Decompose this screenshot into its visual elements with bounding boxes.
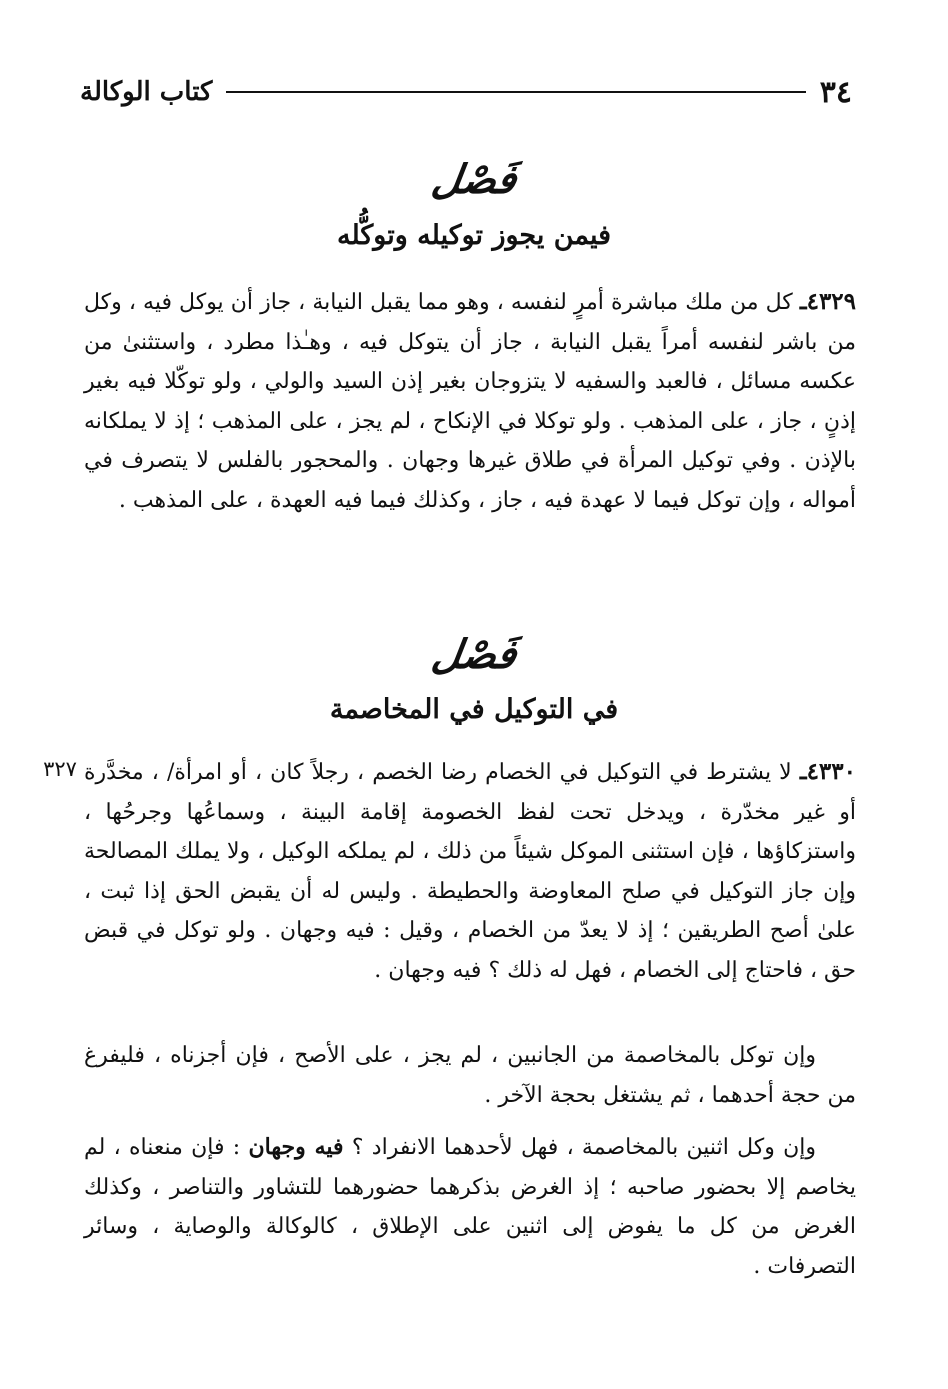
section-ornament-1: فَصْل xyxy=(428,156,520,203)
paragraph-number: ٤٣٣٠ـ xyxy=(799,758,856,785)
paragraph-number: ٤٣٢٩ـ xyxy=(799,288,857,315)
bold-phrase: فيه وجهان xyxy=(248,1134,344,1160)
paragraph-two-agents: وإن وكل اثنين بالمخاصمة ، فهل لأحدهما الانفراد ؟ فيه وجهان : فإن منعناه ، لم يخاصم إلا بحضور صاحبه ؛ إذ الغرض بذكرهما حضورهما للتشاور والتناصر ، وكذلك الغرض من كل ما يفوض إلى اثنين على الإطلاق ، كالوكالة والوصاية ، وسائر التصرفات . xyxy=(84,1134,856,1279)
running-head xyxy=(80,74,852,110)
paragraph-text: كل من ملك مباشرة أمرٍ لنفسه ، وهو مما يقبل النيابة ، جاز أن يوكل فيه ، وكل من باشر لنفسه أمراً يقبل النيابة ، جاز أن يتوكل فيه ، وهـٰذا مطرد ، واستثنىٰ من عكسه مسائل ، فالعبد والسفيه لا يتزوجان بغير إذن السيد والولي ، ولو توكّلا فيه بغير إذنٍ ، جاز ، على المذهب . ولو توكلا في الإنكاح ، لم يجز ، على المذهب ؛ إذ لا يملكانه بالإذن . وفي توكيل المرأة في طلاق غيرها وجهان . والمحجور بالفلس لا يتصرف في أمواله ، وإن توكل فيما لا عهدة فيه ، جاز ، وكذلك فيما فيه العهدة ، على المذهب . xyxy=(84,290,856,513)
margin-page-ref: ٣٢٧ xyxy=(43,757,77,781)
header-rule xyxy=(226,91,805,93)
paragraph-4329 xyxy=(84,282,856,520)
paragraph-text: لا يشترط في التوكيل في الخصام رضا الخصم ، رجلاً كان ، أو امرأة/ ، مخدَّرة أو غير مخدّرة ، ويدخل تحت لفظ الخصومة إقامة البينة ، وسماعُها وجرحُها ، واستزكاؤها ، فإن استثنى الموكل شيئاً من ذلك ، لم يملكه الوكيل ، ولا يملك المصالحة وإن جاز التوكيل في صلح المعاوضة والحطيطة . وليس له أن يقبض الحق إذا ثبت ، علىٰ أصح الطريقين ؛ إذ لا يعدّ من الخصام ، وقيل : فيه وجهان . ولو توكل في قبض حق ، فاحتاج إلى الخصام ، فهل له ذلك ؟ فيه وجهان . xyxy=(84,760,856,983)
section-title-1: فيمن يجوز توكيله وتوكُّله xyxy=(337,220,611,251)
section-ornament-2: فَصْل xyxy=(428,631,520,678)
section-title-2: في التوكيل في المخاصمة xyxy=(329,694,619,725)
paragraph-mutual-representation: وإن توكل بالمخاصمة من الجانبين ، لم يجز ، على الأصح ، فإن أجزناه ، فليفرغ من حجة أحدهما ، ثم يشتغل بحجة الآخر . xyxy=(84,1043,856,1108)
page-number: ٣٤ xyxy=(819,74,852,110)
paragraph-4330 xyxy=(84,752,856,990)
book-title: كتاب الوكالة xyxy=(80,77,213,107)
